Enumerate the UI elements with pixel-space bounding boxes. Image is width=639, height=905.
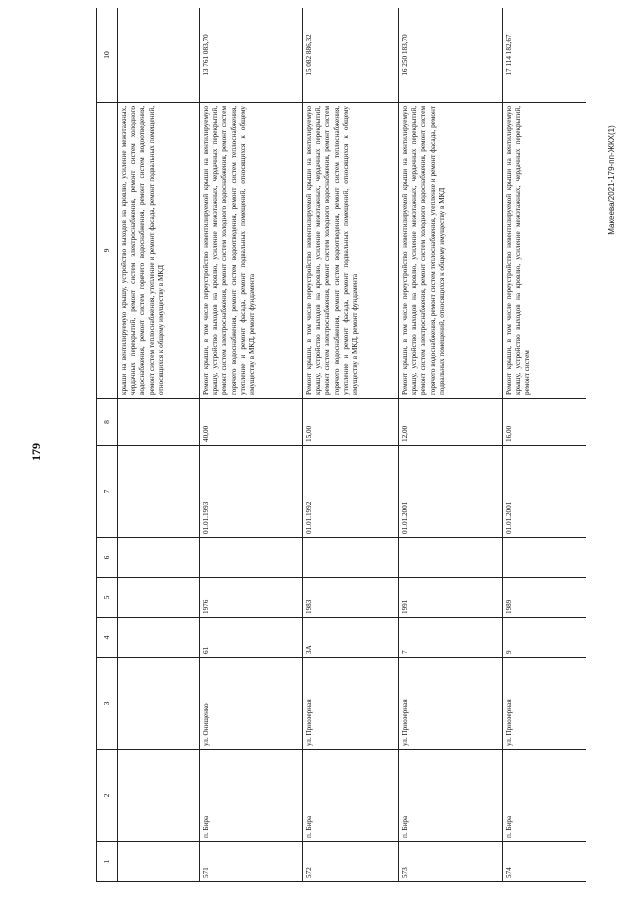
cell-date — [118, 446, 200, 538]
cell-settlement: п. Бира — [399, 750, 503, 842]
cell-no: 571 — [200, 842, 303, 882]
cell-sum: 17 114 182,67 — [503, 8, 587, 103]
cell-date: 01.01.2001 — [503, 446, 587, 538]
cell-sum — [118, 8, 200, 103]
document-id: Макеева/2021-179-пп-ЖКХ(1) — [607, 125, 616, 235]
cell-year: 1983 — [303, 578, 399, 618]
col-header-8: 8 — [97, 399, 118, 446]
table-row-572 — [303, 8, 399, 882]
cell-street: ул. Приозерная — [399, 658, 503, 750]
table-row-574 — [503, 8, 587, 882]
cell-wear: 15,00 — [303, 399, 399, 446]
cell-street — [118, 658, 200, 750]
cell-house: 3А — [303, 618, 399, 658]
cell-wear: 40,00 — [200, 399, 303, 446]
cell-street: ул. Приозерная — [303, 658, 399, 750]
cell-year: 1989 — [503, 578, 587, 618]
col-header-4: 4 — [97, 618, 118, 658]
col-header-3: 3 — [97, 658, 118, 750]
cell-settlement: п. Бира — [503, 750, 587, 842]
cell-year: 1976 — [200, 578, 303, 618]
cell-house: 9 — [503, 618, 587, 658]
cell-works: Ремонт крыши, в том числе переустройство невентилируемой крыши на вентилируемую крышу, устройство выходов на кровлю, усиление межэтажных, чердачных перекрытий, ремонт систем электроснабжения, ремонт систем холодного водоснабжения, ремонт систем горячего водоснабжения, ремонт систем водоотведения, ремонт систем теплоснабжения, утепление и ремонт фасада, ремонт подвальных помещений, относящихся к общему имуществу в МКД, ремонт фундамента — [200, 103, 303, 399]
cell-col6 — [303, 538, 399, 578]
col-header-2: 2 — [97, 750, 118, 842]
cell-wear: 12,00 — [399, 399, 503, 446]
table-row-573 — [399, 8, 503, 882]
cell-sum: 16 250 183,70 — [399, 8, 503, 103]
cell-works: Ремонт крыши, в том числе переустройство невентилируемой крыши на вентилируемую крышу, устройство выходов на кровлю, усиление межэтажных, чердачных перекрытий, ремонт систем электроснабжения, ремонт систем холодного водоснабжения, ремонт систем горячего водоснабжения, ремонт систем теплоснабжения, утепление и ремонт фасада, ремонт подвальных помещений, относящихся к общему имуществу в МКД — [399, 103, 503, 399]
cell-year — [118, 578, 200, 618]
cell-wear: 16,00 — [503, 399, 587, 446]
table-row-571 — [200, 8, 303, 882]
cell-street: ул. Онищенко — [200, 658, 303, 750]
cell-wear — [118, 399, 200, 446]
cell-house: 61 — [200, 618, 303, 658]
cell-no: 574 — [503, 842, 587, 882]
cell-date: 01.01.2001 — [399, 446, 503, 538]
page-number: 179 — [29, 443, 43, 461]
cell-sum: 13 761 083,70 — [200, 8, 303, 103]
cell-works: Ремонт крыши, в том числе переустройство невентилируемой крыши на вентилируемую крышу, устройство выходов на кровлю, усиление межэтажных, чердачных перекрытий, ремонт систем — [503, 103, 587, 399]
repair-program-table — [96, 8, 586, 882]
cell-settlement — [118, 750, 200, 842]
cell-no: 572 — [303, 842, 399, 882]
col-header-1: 1 — [97, 842, 118, 882]
cell-house — [118, 618, 200, 658]
cell-col6 — [399, 538, 503, 578]
cell-col6 — [118, 538, 200, 578]
cell-sum: 15 082 886,32 — [303, 8, 399, 103]
table-viewport — [96, 8, 586, 882]
cell-date: 01.01.1992 — [303, 446, 399, 538]
table-row-continuation — [118, 8, 200, 882]
cell-col6 — [503, 538, 587, 578]
cell-year: 1991 — [399, 578, 503, 618]
column-number-row — [97, 8, 118, 882]
cell-street: ул. Приозерная — [503, 658, 587, 750]
cell-settlement: п. Бира — [303, 750, 399, 842]
col-header-10: 10 — [97, 8, 118, 103]
cell-col6 — [200, 538, 303, 578]
cell-house: 7 — [399, 618, 503, 658]
rotated-table-container — [96, 8, 586, 882]
cell-no — [118, 842, 200, 882]
cell-no: 573 — [399, 842, 503, 882]
cell-settlement: п. Бира — [200, 750, 303, 842]
cell-date: 01.01.1993 — [200, 446, 303, 538]
col-header-5: 5 — [97, 578, 118, 618]
cell-works: крыши на вентилируемую крышу, устройство выходов на кровлю, усиление межэтажных, чердачных перекрытий, ремонт систем электроснабжения, ремонт систем холодного водоснабжения, ремонт систем горячего водоснабжения, ремонт систем водоотведения, ремонт систем теплоснабжения, утепление и ремонт фасада, ремонт подвальных помещений, относящихся к общему имуществу в МКД — [118, 103, 200, 399]
col-header-6: 6 — [97, 538, 118, 578]
col-header-7: 7 — [97, 446, 118, 538]
col-header-9: 9 — [97, 103, 118, 399]
cell-works: Ремонт крыши, в том числе переустройство невентилируемой крыши на вентилируемую крышу, устройство выходов на кровлю, усиление межэтажных, чердачных перекрытий, ремонт систем электроснабжения, ремонт систем холодного водоснабжения, ремонт систем горячего водоснабжения, ремонт систем водоотведения, ремонт систем теплоснабжения, утепление и ремонт фасада, ремонт подвальных помещений, относящихся к общему имуществу в МКД, ремонт фундамента — [303, 103, 399, 399]
